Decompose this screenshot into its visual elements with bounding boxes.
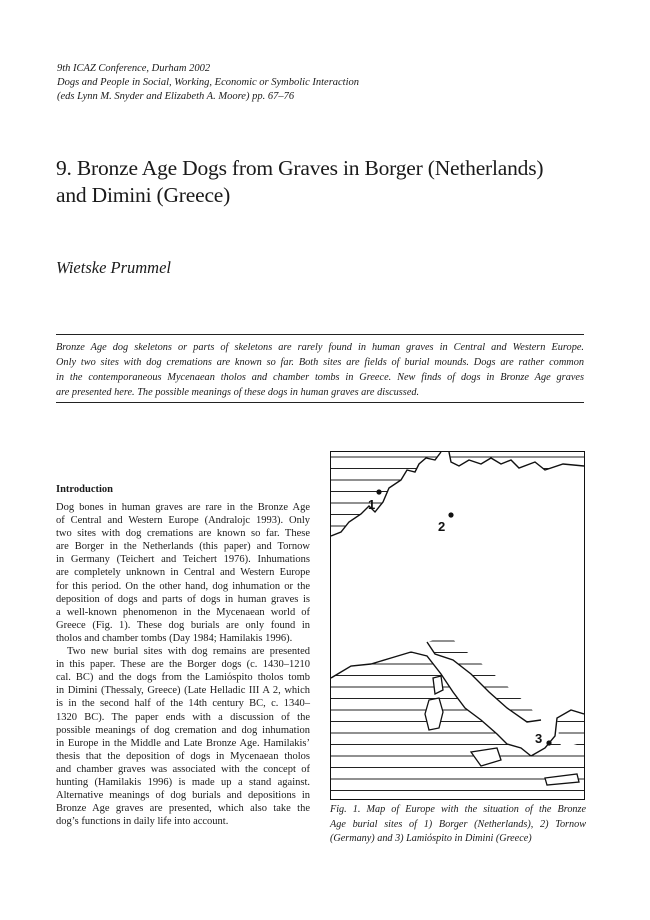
body-line: 1320 BC). The paper ends with a discussion of the <box>56 711 310 723</box>
body-line: in Dimini (Thessaly, Greece) (Late Helladic III A 2, which <box>56 685 310 697</box>
body-text <box>56 501 310 828</box>
body-line: hunting (Hamilakis 1996) is made up a stand against. <box>56 776 310 788</box>
volume-title-line: Dogs and People in Social, Working, Economic or Symbolic Interaction <box>57 77 360 88</box>
body-line: are completely unknown in Central and Western Europe <box>56 567 310 579</box>
body-line: in this paper. These are the Borger dogs (c. 1430–1210 <box>56 659 310 671</box>
paper-title-line-1: 9. Bronze Age Dogs from Graves in Borger (Netherlands) <box>56 156 544 180</box>
island-sardinia <box>425 698 443 730</box>
body-line: possible meanings of dog cremation and dog inhumation <box>56 724 310 736</box>
body-line: two sites with dog cremations are known so far. These <box>56 528 310 540</box>
body-line: thesis that the deposition of dogs in Mycenaean tholos <box>56 750 310 762</box>
site-label-1: 1 <box>368 497 376 512</box>
body-line: is in the second half of the 14th century BC, c. 1340– <box>56 698 310 710</box>
abstract-top-rule <box>56 334 584 335</box>
abstract-line: are presented here. The possible meanings of these dogs in human graves are discussed. <box>56 387 420 398</box>
figure-caption <box>330 803 586 847</box>
body-line: Two new burial sites with dog remains are presented <box>67 646 310 658</box>
site-marker-dimini <box>546 740 551 745</box>
body-line: tholos and chamber tombs (Day 1984; Hamilakis 1996). <box>56 632 293 644</box>
abstract-line: Only two sites with dog cremations are known so far. Both sites are fields of burial mounds. Dogs are rather common <box>56 357 584 368</box>
caption-line: (Germany) and 3) Lamiόspito in Dimini (Greece) <box>330 833 532 844</box>
body-line: dog’s functions in daily life into account. <box>56 816 229 828</box>
abstract <box>56 340 584 400</box>
island-corsica <box>433 676 443 694</box>
body-line: a well-known phenomenon in the Mycenaean world of <box>56 606 310 618</box>
europe-map-figure <box>330 451 585 800</box>
section-heading: Introduction <box>56 484 113 495</box>
europe-map <box>331 452 584 799</box>
site-label-3: 3 <box>535 731 543 746</box>
body-line: in Europe in the Middle and Late Bronze Age. Hamilakis’ <box>56 737 310 749</box>
abstract-bottom-rule <box>56 402 584 403</box>
abstract-line: in the contemporaneous Mycenaean tholos and chamber tombs in Greece. New finds of dogs in Bronze Age graves <box>56 372 584 383</box>
body-line: Dog bones in human graves are rare in the Bronze Age <box>56 502 310 513</box>
conference-line: 9th ICAZ Conference, Durham 2002 <box>57 63 211 74</box>
paper-title <box>56 155 543 209</box>
site-label-2: 2 <box>438 519 446 534</box>
body-line: deposition of dogs and parts of dogs in human graves is <box>56 593 310 605</box>
paper-title-line-2: and Dimini (Greece) <box>56 183 231 207</box>
abstract-line: Bronze Age dog skeletons or parts of skeletons are rarely found in human graves in Central and Western Europe. <box>56 342 584 353</box>
body-line: Alternative meanings of dog burials and depositions in <box>56 790 310 802</box>
editors-pages-line: (eds Lynn M. Snyder and Elizabeth A. Moore) pp. 67–76 <box>57 91 295 102</box>
caption-line: Age burial sites of 1) Borger (Netherlands), 2) Tornow <box>330 818 586 830</box>
body-line: for this period. On the other hand, dog inhumation or the <box>56 580 310 592</box>
body-line: Bronze Age graves are presented, which also take the <box>56 803 310 815</box>
author-name: Wietske Prummel <box>56 258 172 277</box>
site-marker-tornow <box>448 512 453 517</box>
body-line: cal. BC) and the dogs from the Lamiόspito tholos tomb <box>56 672 310 684</box>
body-line: and chamber graves was associated with the concept of <box>56 763 310 775</box>
body-line: Greece (Fig. 1). These dog burials are only found in <box>56 619 310 631</box>
body-line: of Central and Western Europe (Andralojc 1993). Only <box>56 515 310 527</box>
site-marker-borger <box>376 489 381 494</box>
caption-line: Fig. 1. Map of Europe with the situation of the Bronze <box>330 804 586 815</box>
body-line: in Germany (Teichert and Teichert 1976). Inhumations <box>56 554 310 566</box>
body-line: are Borger in the Netherlands (this paper) and Tornow <box>56 541 310 553</box>
mediterranean-sea-hatching <box>331 652 584 799</box>
baltic-sea-hatching <box>449 452 584 470</box>
